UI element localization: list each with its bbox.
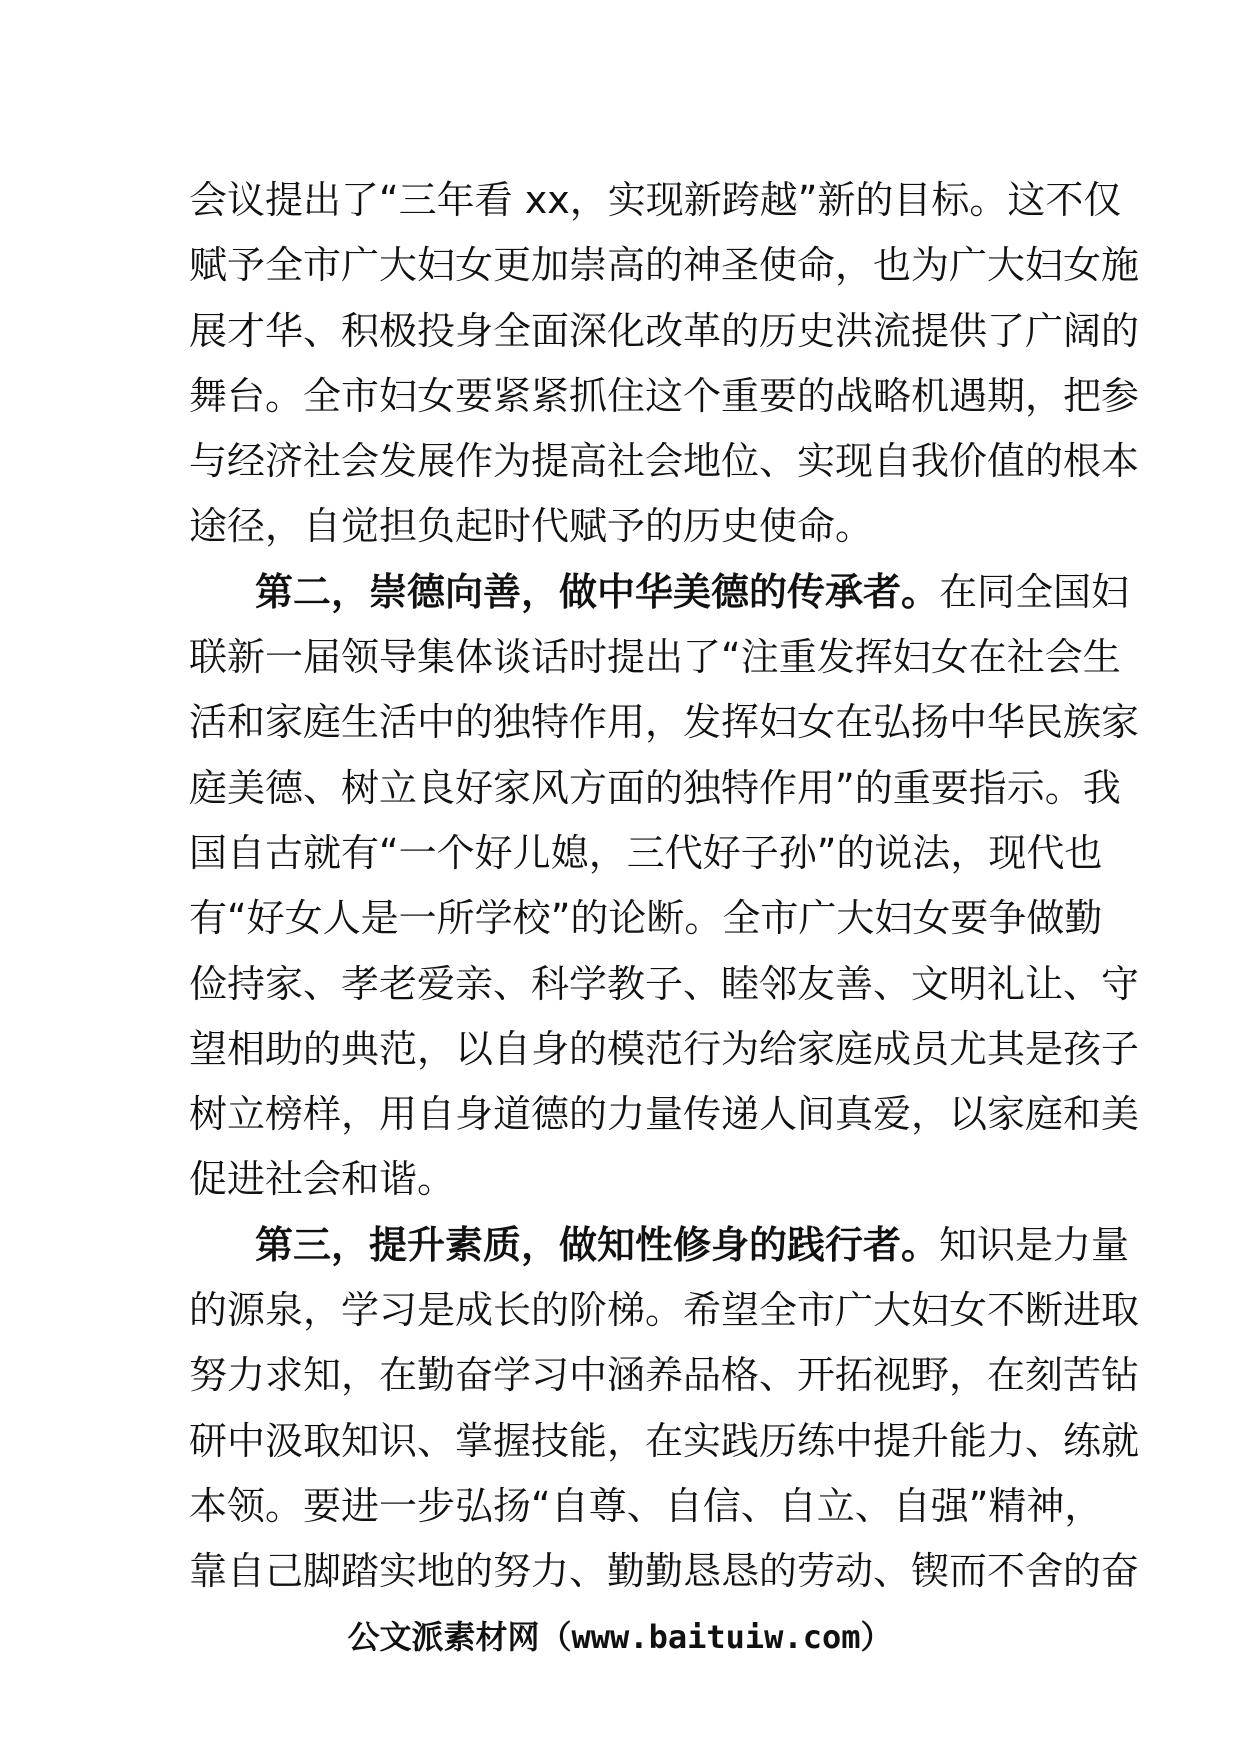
text-line: 促进社会和谐。 bbox=[189, 1157, 456, 1202]
text-line: 与经济社会发展作为提高社会地位、实现自我价值的根本 bbox=[189, 439, 1140, 484]
text-span: 知识是力量 bbox=[939, 1222, 1130, 1267]
text-line: 会议提出了“三年看 xx，实现新跨越”新的目标。这不仅 bbox=[189, 178, 1122, 222]
text-line: 靠自己脚踏实地的努力、勤勤恳恳的劳动、锲而不舍的奋 bbox=[189, 1549, 1140, 1594]
text-line: 联新一届领导集体谈话时提出了“注重发挥妇女在社会生 bbox=[189, 635, 1121, 680]
text-line: 俭持家、孝老爱亲、科学教子、睦邻友善、文明礼让、守 bbox=[189, 961, 1140, 1006]
document-body bbox=[189, 168, 1140, 1605]
text-line: 展才华、积极投身全面深化改革的历史洪流提供了广阔的 bbox=[189, 308, 1140, 353]
text-line: 途径，自觉担负起时代赋予的历史使命。 bbox=[189, 504, 874, 549]
footer-url: （www.baituiw.com） bbox=[539, 1618, 893, 1656]
text-line: 活和家庭生活中的独特作用，发挥妇女在弘扬中华民族家 bbox=[189, 700, 1140, 745]
text-line: 有“好女人是一所学校”的论断。全市广大妇女要争做勤 bbox=[189, 896, 1103, 941]
text-line: 树立榜样，用自身道德的力量传递人间真爱，以家庭和美 bbox=[189, 1092, 1140, 1137]
paragraph-1 bbox=[189, 168, 1140, 560]
text-span: 在同全国妇 bbox=[939, 569, 1130, 614]
text-line: 的源泉，学习是成长的阶梯。希望全市广大妇女不断进取 bbox=[189, 1288, 1140, 1333]
text-line: 国自古就有“一个好儿媳，三代好子孙”的说法，现代也 bbox=[189, 830, 1103, 875]
paragraph-first-line bbox=[189, 1213, 1130, 1278]
paragraph-first-line bbox=[189, 560, 1130, 625]
paragraph-2 bbox=[189, 560, 1140, 1213]
paragraph-3 bbox=[189, 1213, 1140, 1605]
section-heading: 第二，崇德向善，做中华美德的传承者。 bbox=[255, 569, 940, 614]
text-line: 望相助的典范，以自身的模范行为给家庭成员尤其是孩子 bbox=[189, 1026, 1140, 1071]
text-line: 本领。要进一步弘扬“自尊、自信、自立、自强”精神， bbox=[189, 1483, 1103, 1528]
text-line: 努力求知，在勤奋学习中涵养品格、开拓视野，在刻苦钻 bbox=[189, 1353, 1140, 1398]
page-footer bbox=[0, 1612, 1240, 1658]
section-heading: 第三，提升素质，做知性修身的践行者。 bbox=[255, 1222, 940, 1267]
text-line: 研中汲取知识、掌握技能，在实践历练中提升能力、练就 bbox=[189, 1418, 1140, 1463]
text-line: 舞台。全市妇女要紧紧抓住这个重要的战略机遇期，把参 bbox=[189, 373, 1140, 418]
text-line: 赋予全市广大妇女更加崇高的神圣使命，也为广大妇女施 bbox=[189, 243, 1140, 288]
text-line: 庭美德、树立良好家风方面的独特作用”的重要指示。我 bbox=[189, 765, 1121, 810]
footer-site-name: 公文派素材网 bbox=[347, 1618, 540, 1656]
